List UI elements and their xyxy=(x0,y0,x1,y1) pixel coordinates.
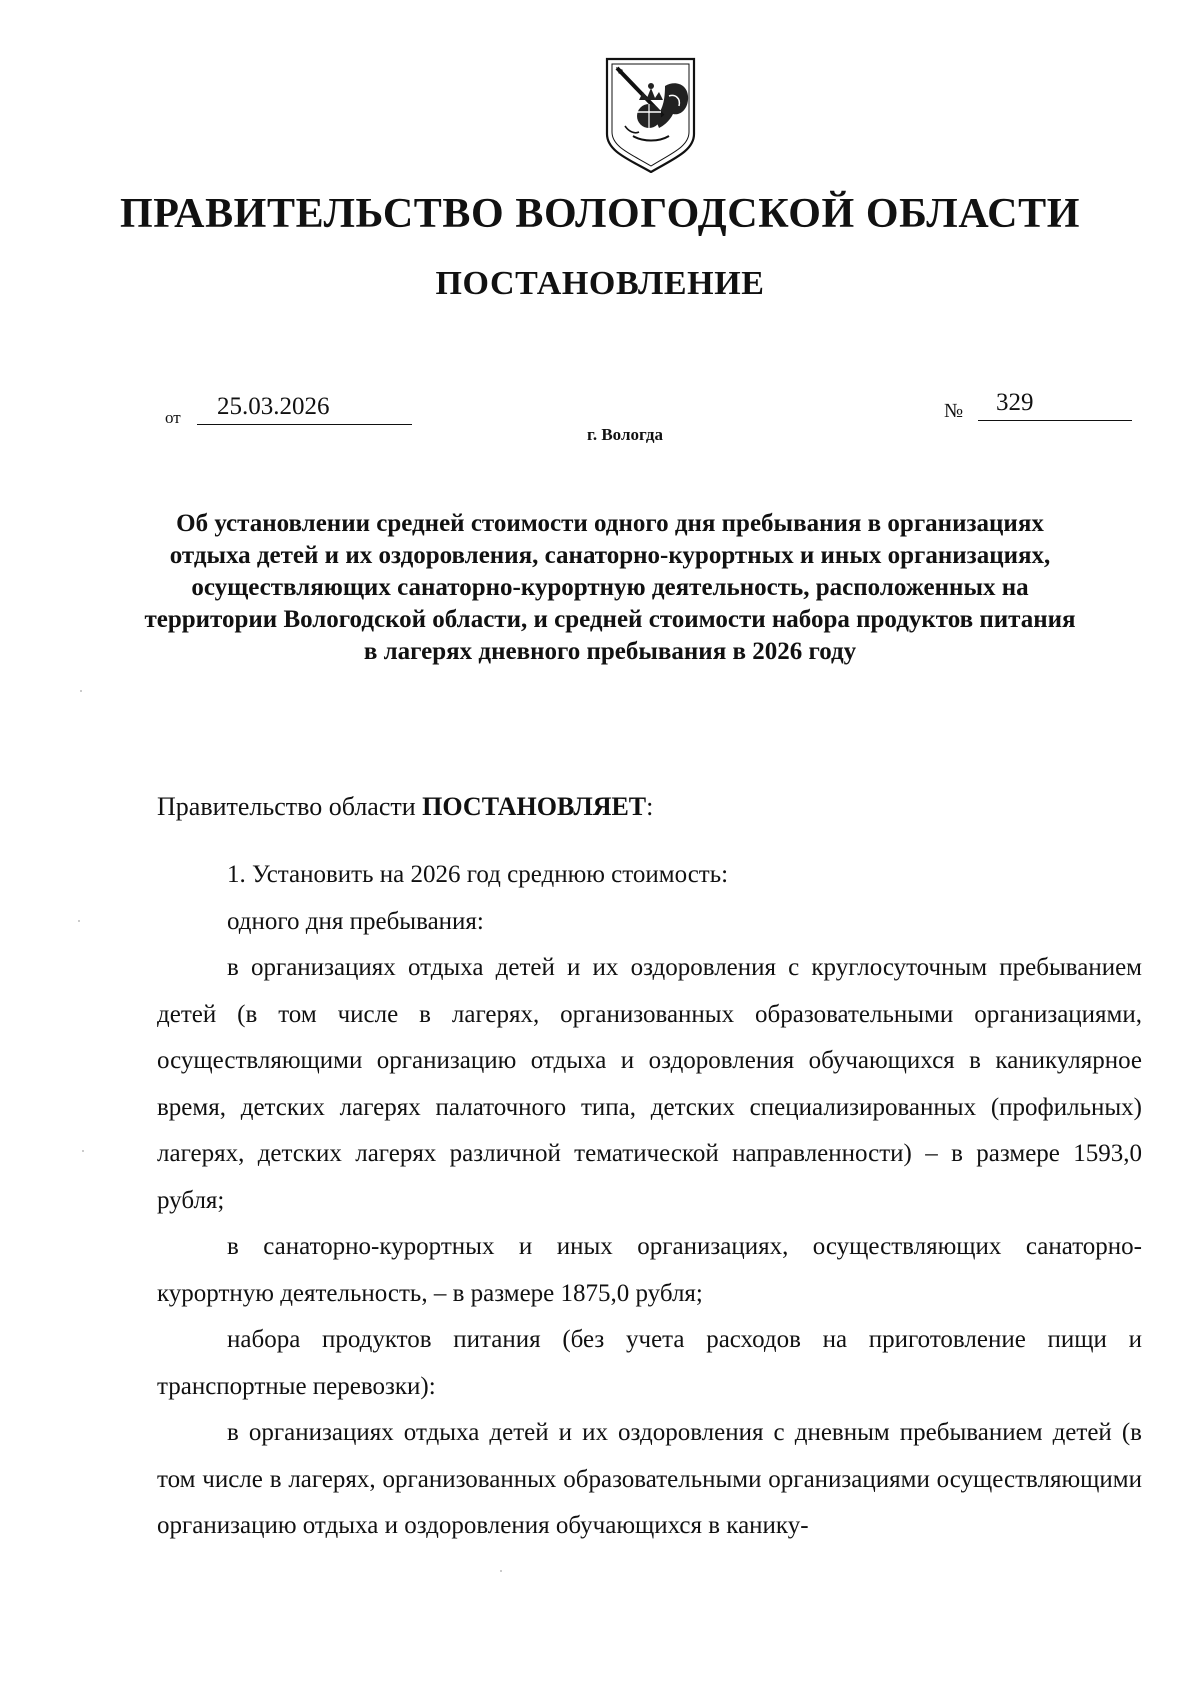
scan-speck xyxy=(80,690,82,692)
coat-of-arms-emblem xyxy=(603,56,698,173)
scan-speck xyxy=(78,920,80,922)
scan-speck xyxy=(82,1150,84,1152)
scan-speck xyxy=(500,1570,502,1572)
intro-text: Правительство области xyxy=(157,792,423,821)
government-title: ПРАВИТЕЛЬСТВО ВОЛОГОДСКОЙ ОБЛАСТИ xyxy=(119,191,1080,237)
city: г. Вологда xyxy=(587,425,663,444)
paragraph-food-set: набора продуктов питания (без учета расходов на приготовление пищи и транспортные перевозки): xyxy=(157,1326,1142,1400)
paragraph-duration-heading: одного дня пребывания: xyxy=(227,908,484,935)
document-date: 25.03.2026 xyxy=(197,392,412,425)
paragraph-day-camps: в организациях отдыха детей и их оздоровления с дневным пребыванием детей (в том числе в лагерях, организованных образовательными организациями осуществляющими организацию отдыха и оздоровления обучающихся в канику- xyxy=(157,1419,1142,1539)
intro-line xyxy=(157,792,653,822)
paragraph-item-1: 1. Установить на 2026 год среднюю стоимость: xyxy=(227,861,729,888)
document-type: ПОСТАНОВЛЕНИЕ xyxy=(435,265,765,302)
intro-suffix: : xyxy=(646,792,654,821)
paragraph-round-the-clock-camps: в организациях отдыха детей и их оздоровления с круглосуточным пребыванием детей (в том числе в лагерях, организованных образовательными организациями, осуществляющими организацию отдыха и оздоровления обучающихся в каникулярное время, детских лагерях палаточного типа, детских специализированных (профильных) лагерях, детских лагерях различной тематической направленности) – в размере 1593,0 рубля; xyxy=(157,954,1142,1214)
date-prefix: от xyxy=(165,408,181,427)
intro-emphasis: ПОСТАНОВЛЯЕТ xyxy=(422,792,647,821)
number-prefix: № xyxy=(944,400,964,422)
document-subject: Об установлении средней стоимости одного дня пребывания в организациях отдыха детей и их оздоровления, санаторно-курортных и иных организациях, осуществляющих санаторно-курортную деятельность, расположенных на территории Вологодской области, и средней стоимости набора продуктов питания в лагерях дневного пребывания в 2026 году xyxy=(144,510,1076,665)
document-number: 329 xyxy=(978,388,1132,421)
paragraph-sanatorium: в санаторно-курортных и иных организациях, осуществляющих санаторно-курортную деятельность, – в размере 1875,0 рубля; xyxy=(157,1233,1142,1307)
